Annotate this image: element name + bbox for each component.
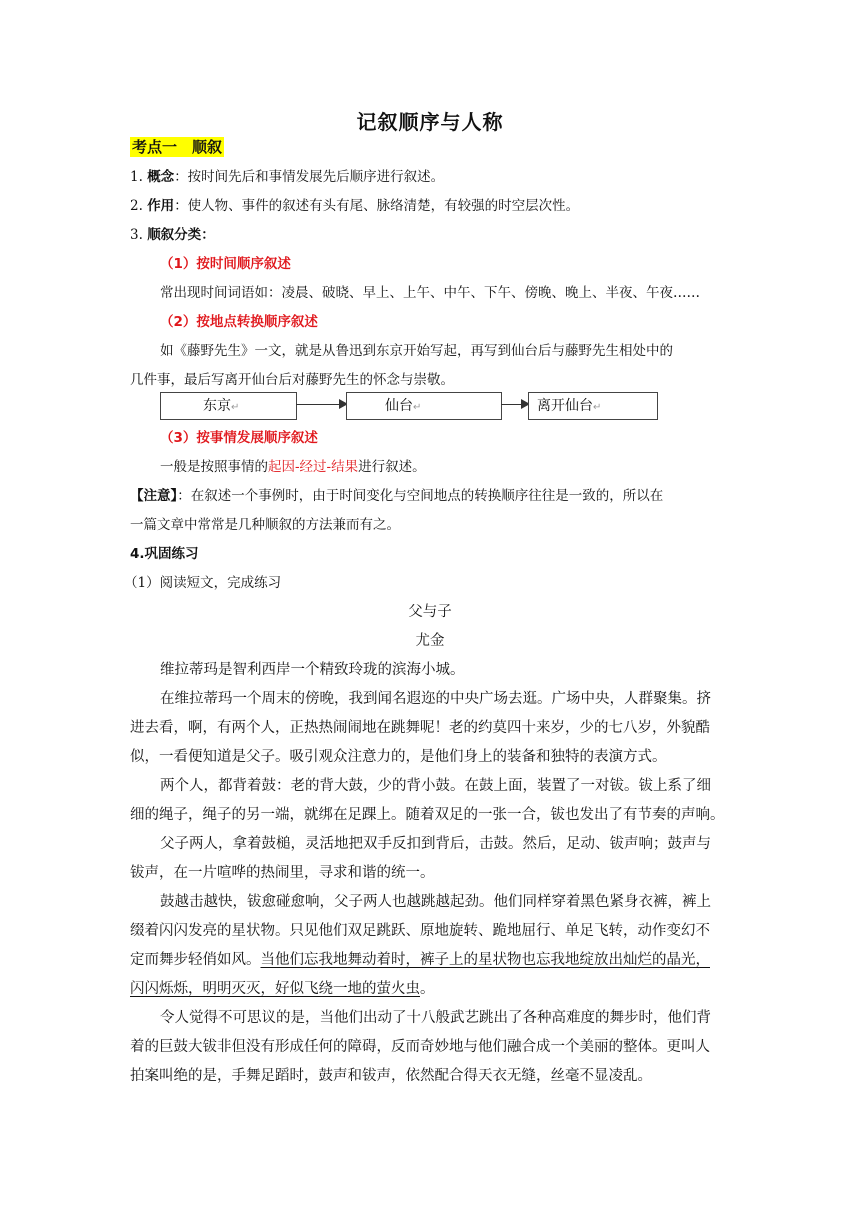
article-paragraph: 在维拉蒂玛一个周末的傍晚，我到闻名遐迩的中央广场去逛。广场中央，人群聚集。挤: [160, 691, 711, 707]
place-order-text-2: 几件事，最后写离开仙台后对藤野先生的怀念与崇敬。: [130, 372, 454, 388]
flow-node-label: 东京: [203, 398, 231, 414]
article-paragraph-cont: 拍案叫绝的是，手舞足蹈时，鼓声和钹声，依然配合得天衣无缝，丝毫不显凌乱。: [130, 1068, 652, 1084]
note-label: 【注意】: [130, 488, 178, 504]
article-paragraph: 父子两人，拿着鼓槌，灵活地把双手反扣到背后，击鼓。然后，足动、钹声响；鼓声与: [160, 836, 711, 852]
article-paragraph-cont: [130, 950, 710, 970]
plain-text: 。: [420, 981, 435, 997]
flow-node-leave-sendai: 离开仙台↵: [528, 392, 658, 420]
item-number: 3.: [130, 227, 143, 243]
exercise-instruction: （1）阅读短文，完成练习: [124, 575, 282, 591]
section-heading: [130, 137, 224, 158]
article-author: 尤金: [415, 633, 445, 649]
place-order-text-1: 如《藤野先生》一文，就是从鲁迅到东京开始写起，再写到仙台后与藤野先生相处中的: [160, 343, 673, 359]
note-line-1: [130, 486, 663, 506]
note-text: ：在叙述一个事例时，由于时间变化与空间地点的转换顺序往往是一致的，所以在: [177, 488, 664, 504]
article-paragraph: 两个人，都背着鼓：老的背大鼓，少的背小鼓。在鼓上面，装置了一对钹。钹上系了细: [160, 778, 711, 794]
underlined-sentence: 闪闪烁烁，明明灭灭，好似飞绕一地的萤火虫: [130, 981, 420, 997]
subsection-place-order: （2）按地点转换顺序叙述: [160, 314, 318, 330]
item-number: 1.: [130, 169, 143, 185]
item-number: 2.: [130, 198, 143, 214]
item-term: 顺叙分类: [147, 227, 202, 243]
flow-node-label: 离开仙台: [537, 398, 593, 414]
article-paragraph: 令人觉得不可思议的是，当他们出动了十八般武艺跳出了各种高难度的舞步时，他们背: [160, 1010, 711, 1026]
flow-node-sendai: 仙台↵: [346, 392, 502, 420]
subsection-event-order: （3）按事情发展顺序叙述: [160, 430, 318, 446]
place-flow-diagram: [160, 390, 660, 424]
flow-node-tokyo: 东京↵: [160, 392, 297, 420]
item-text: ：按时间先后和事情发展先后顺序进行叙述。: [174, 169, 445, 185]
article-paragraph-cont: [130, 979, 435, 999]
event-order-emphasis: 起因-经过-结果: [268, 459, 359, 475]
item-text: ：使人物、事件的叙述有头有尾、脉络清楚，有较强的时空层次性。: [174, 198, 580, 214]
event-order-pre: 一般是按照事情的: [160, 459, 268, 475]
subsection-time-order: （1）按时间顺序叙述: [160, 256, 291, 272]
underlined-sentence: 当他们忘我地舞动着时，裤子上的星状物也忘我地绽放出灿烂的晶光，: [260, 952, 710, 968]
event-order-text: [160, 457, 426, 477]
item-function: [130, 196, 579, 216]
article-paragraph-cont: 着的巨鼓大钹非但没有形成任何的障碍，反而奇妙地与他们融合成一个美丽的整体。更叫人: [130, 1039, 710, 1055]
article-paragraph-cont: 钹声，在一片喧哗的热闹里，寻求和谐的统一。: [130, 865, 435, 881]
flow-arrow: [296, 404, 342, 405]
page-title: 记叙顺序与人称: [356, 110, 504, 134]
event-order-post: 进行叙述。: [358, 459, 426, 475]
article-title: 父与子: [408, 604, 452, 620]
article-paragraph-cont: 进去看，啊，有两个人，正热热闹闹地在跳舞呢！老的约莫四十来岁，少的七八岁，外貌酷: [130, 720, 710, 736]
item-term: 作用: [147, 198, 175, 214]
flow-node-label: 仙台: [385, 398, 413, 414]
article-paragraph-cont: 缀着闪闪发亮的星状物。只见他们双足跳跃、原地旋转、跪地屈行、单足飞转，动作变幻不: [130, 923, 710, 939]
item-term: 概念: [147, 169, 175, 185]
article-paragraph-cont: 细的绳子，绳子的另一端，就绑在足踝上。随着双足的一张一合，钹也发出了有节奏的声响。: [130, 807, 725, 823]
item-classification: [130, 225, 215, 245]
item-text: ：: [201, 227, 215, 243]
item-concept: [130, 167, 444, 187]
note-line-2: 一篇文章中常常是几种顺叙的方法兼而有之。: [130, 517, 400, 533]
plain-text: 定而舞步轻俏如风。: [130, 952, 261, 968]
article-paragraph: 鼓越击越快，钹愈碰愈响，父子两人也越跳越起劲。他们同样穿着黑色紧身衣裤，裤上: [160, 894, 711, 910]
article-paragraph: 维拉蒂玛是智利西岸一个精致玲珑的滨海小城。: [160, 662, 465, 678]
article-paragraph-cont: 似，一看便知道是父子。吸引观众注意力的，是他们身上的装备和独特的表演方式。: [130, 749, 667, 765]
practice-heading: 4.巩固练习: [130, 546, 199, 562]
flow-arrow: [501, 404, 523, 405]
section-heading-label: 考点一 顺叙: [132, 138, 223, 156]
time-words-text: 常出现时间词语如：凌晨、破晓、早上、上午、中午、下午、傍晚、晚上、半夜、午夜……: [160, 285, 700, 301]
